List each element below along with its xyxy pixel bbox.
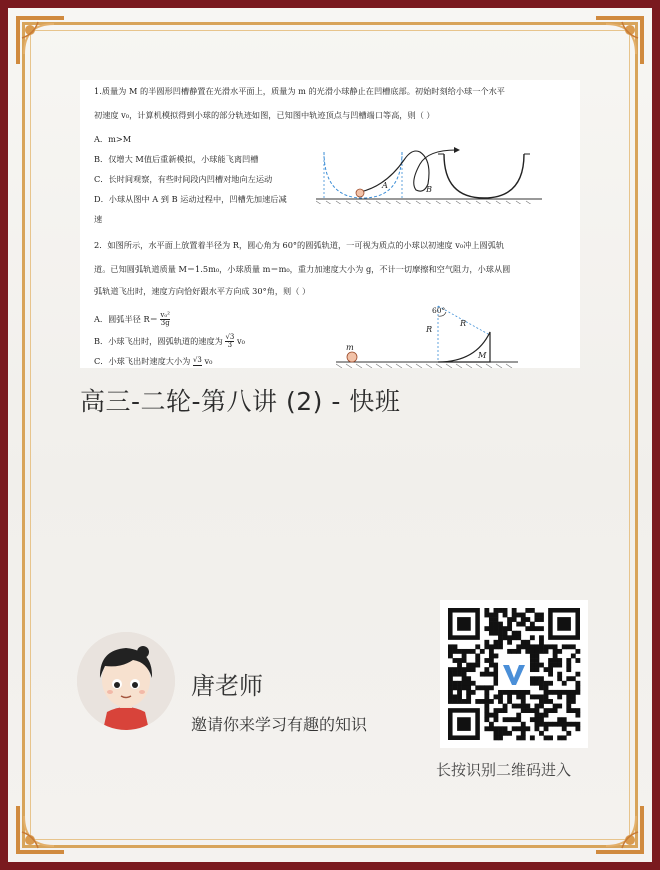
q2-option-b-suffix: v₀ xyxy=(236,335,245,346)
q1-option-a: A．m>M xyxy=(94,134,132,144)
q2-option-a-prefix: A．圆弧半径 R＝ xyxy=(94,313,158,324)
cartoon-avatar-icon xyxy=(77,632,175,730)
arc-track-figure xyxy=(336,302,518,368)
q1-line-2: 初速度 v₀，计算机模拟得到小球的部分轨迹如图，已知图中轨迹顶点与凹槽端口等高，则（ ） xyxy=(94,110,435,120)
corner-ornament-icon xyxy=(14,802,68,856)
fig2-label-ball: m xyxy=(346,342,354,352)
poster-card xyxy=(8,8,652,862)
q2-option-c-prefix: C．小球飞出时速度大小为 xyxy=(94,356,191,366)
q2-option-a-denominator: 3g xyxy=(160,319,170,328)
q1-option-d-cont: 速 xyxy=(94,214,103,224)
fig1-label-b: B xyxy=(426,184,433,194)
q1-line-1: 1.质量为 M 的半圆形凹槽静置在光滑水平面上，质量为 m 的光滑小球静止在凹槽底部。初始时刻给小球一个水平 xyxy=(94,86,505,96)
q2-option-a-numerator: v₀² xyxy=(160,311,170,319)
q2-option-a xyxy=(94,312,170,328)
corner-ornament-icon xyxy=(592,14,646,68)
fig2-label-r-vertical: R xyxy=(426,324,433,334)
q1-option-c: C．长时间观察，有些时间段内凹槽对地向左运动 xyxy=(94,174,273,184)
q2-line-3: 弧轨道飞出时，速度方向恰好跟水平方向成 30°角，则（ ） xyxy=(94,286,311,296)
q2-option-b-denominator: 3 xyxy=(227,341,233,350)
q2-option-b xyxy=(94,334,245,350)
fig2-label-angle: 60° xyxy=(432,306,446,315)
q2-option-c-suffix: v₀ xyxy=(204,356,213,366)
trough-trajectory-figure xyxy=(316,146,542,204)
course-title: 高三-二轮-第八讲 (2) - 快班 xyxy=(80,387,401,416)
q2-line-1: 2．如图所示，水平面上放置着半径为 R，圆心角为 60°的圆弧轨道，一可视为质点的小球以初速度 v₀冲上圆弧轨 xyxy=(94,240,505,250)
invite-text: 邀请你来学习有趣的知识 xyxy=(191,715,368,734)
qr-code-icon xyxy=(440,600,588,748)
corner-ornament-icon xyxy=(592,802,646,856)
q1-option-d: D．小球从图中 A 到 B 运动过程中，凹槽先加速后减 xyxy=(94,194,287,204)
fig2-label-track-mass: M xyxy=(478,350,487,360)
corner-ornament-icon xyxy=(14,14,68,68)
q1-option-b: B．仅增大 M值后重新模拟，小球能飞离凹槽 xyxy=(94,154,259,164)
q2-option-b-numerator: √3 xyxy=(225,333,235,341)
qr-code[interactable] xyxy=(440,600,588,748)
q2-option-c-numerator: √3 xyxy=(192,356,202,364)
teacher-name: 唐老师 xyxy=(191,672,263,700)
fig1-label-a: A xyxy=(382,180,388,190)
q2-line-2: 道。已知圆弧轨道质量 M＝1.5m₀，小球质量 m＝m₀，重力加速度大小为 g，不计一切摩擦和空气阻力，小球从圆 xyxy=(94,264,511,274)
fig2-label-r-slant: R xyxy=(460,318,467,328)
qr-caption: 长按识别二维码进入 xyxy=(436,761,572,779)
teacher-avatar xyxy=(77,632,175,730)
q2-option-b-prefix: B．小球飞出时，圆弧轨道的速度为 xyxy=(94,335,223,346)
document-preview[interactable] xyxy=(80,80,580,368)
q2-option-c xyxy=(94,356,212,366)
